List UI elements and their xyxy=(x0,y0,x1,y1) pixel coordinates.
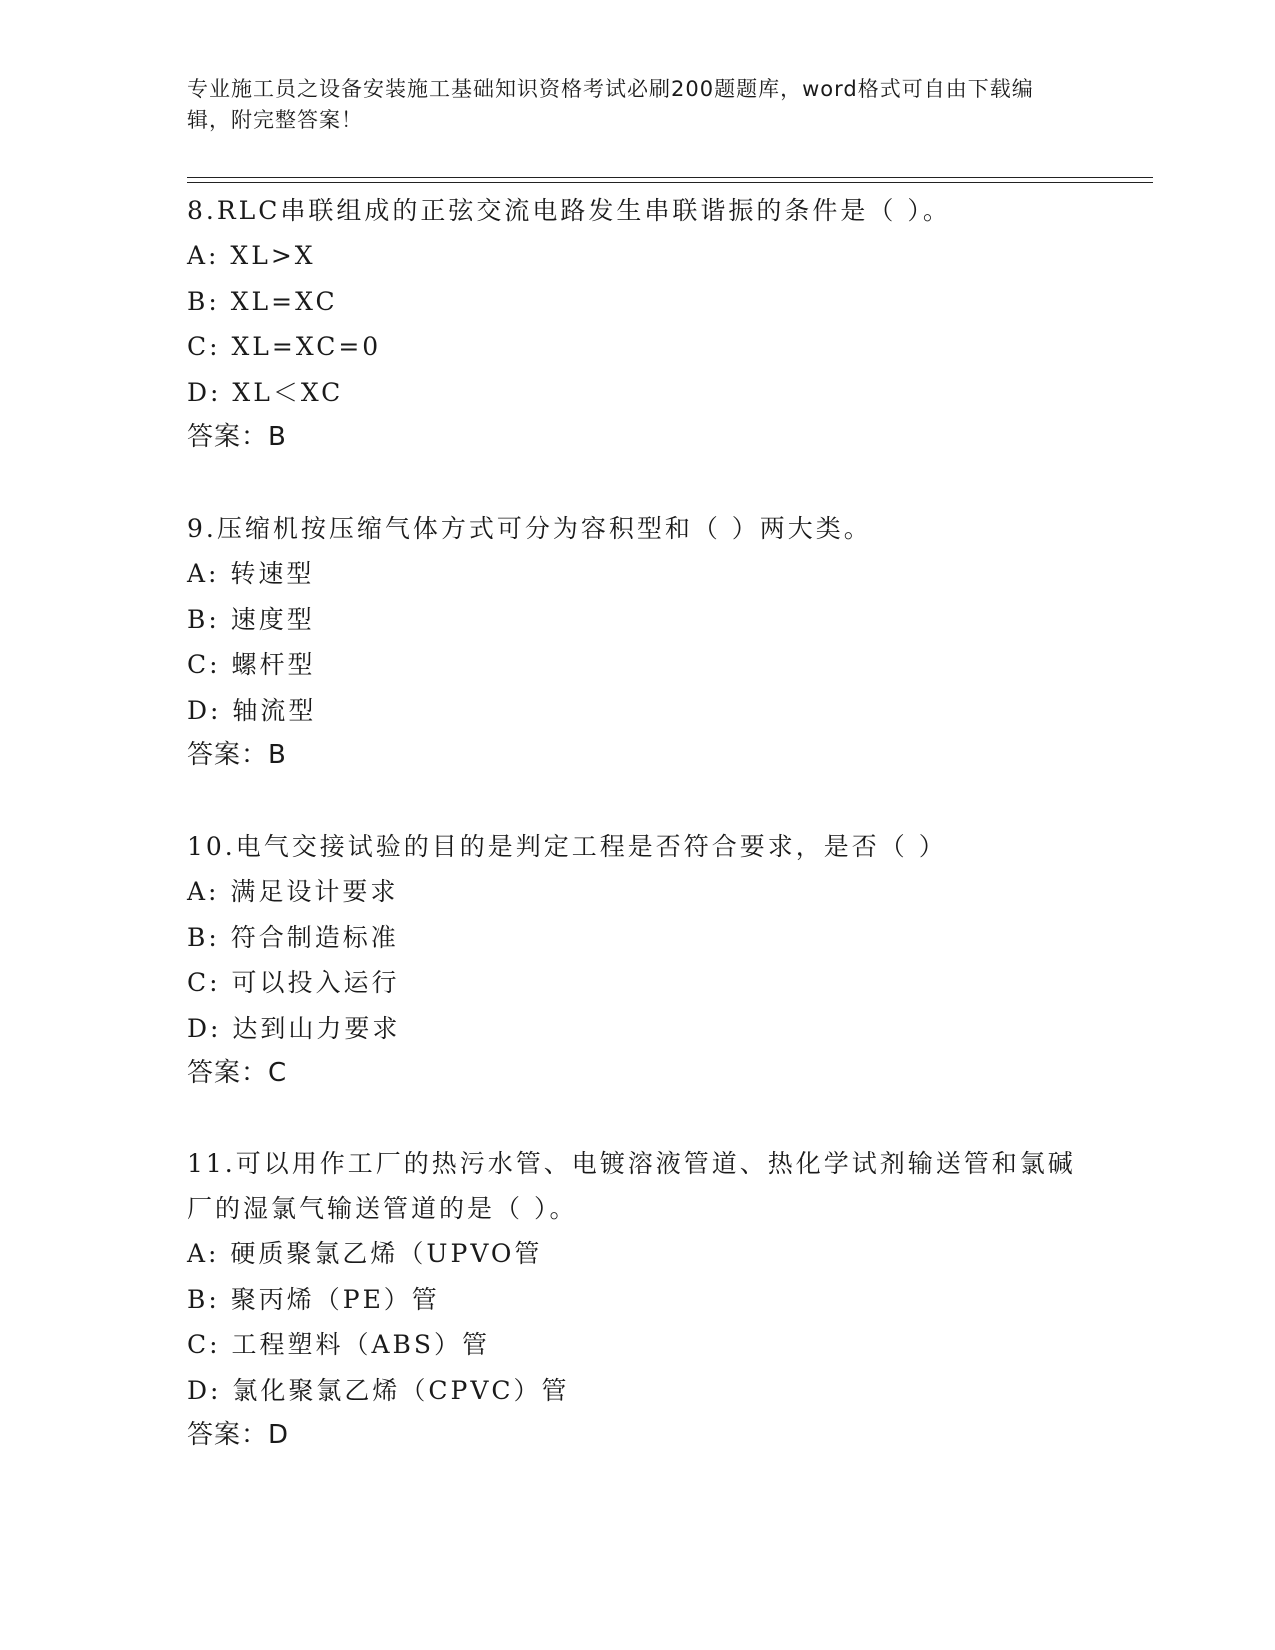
option-c: C: 可以投入运行 xyxy=(187,968,400,997)
option-d: D: 轴流型 xyxy=(187,695,317,725)
option-a: A: XL>X xyxy=(187,241,316,270)
question-stem: 10.电气交接试验的目的是判定工程是否符合要求，是否（ ） xyxy=(187,832,947,861)
option-a: A: 满足设计要求 xyxy=(187,877,399,906)
question-stem: 9.压缩机按压缩气体方式可分为容积型和（ ）两大类。 xyxy=(187,514,872,543)
question-10 xyxy=(187,824,1087,1096)
header-divider-top xyxy=(187,177,1153,178)
question-11 xyxy=(187,1141,1087,1458)
option-d: D: 达到山力要求 xyxy=(187,1013,401,1043)
option-d: D: 氯化聚氯乙烯（CPVC）管 xyxy=(187,1375,570,1405)
question-stem: 8.RLC串联组成的正弦交流电路发生串联谐振的条件是（ ）。 xyxy=(187,196,951,225)
question-stem: 11.可以用作工厂的热污水管、电镀溶液管道、热化学试剂输送管和氯碱厂的湿氯气输送管道的是（ ）。 xyxy=(187,1149,1076,1223)
option-c: C: 螺杆型 xyxy=(187,650,316,679)
option-a: A: 硬质聚氯乙烯（UPVO管 xyxy=(187,1239,543,1268)
answer: 答案：B xyxy=(187,740,287,770)
option-c: C: XL=XC=0 xyxy=(187,332,382,361)
document-header: 专业施工员之设备安装施工基础知识资格考试必刷200题题库，word格式可自由下载编辑，附完整答案！ xyxy=(187,77,1034,132)
answer: 答案：D xyxy=(187,1420,290,1450)
option-b: B: XL=XC xyxy=(187,286,338,316)
header-divider-bottom xyxy=(187,182,1153,183)
option-b: B: 速度型 xyxy=(187,604,315,634)
question-9 xyxy=(187,506,1087,778)
answer: 答案：C xyxy=(187,1058,288,1088)
question-8 xyxy=(187,188,1087,460)
option-b: B: 符合制造标准 xyxy=(187,922,399,952)
option-b: B: 聚丙烯（PE）管 xyxy=(187,1284,440,1314)
answer: 答案：B xyxy=(187,422,287,452)
option-a: A: 转速型 xyxy=(187,559,315,588)
option-d: D: XL＜XC xyxy=(187,377,344,407)
option-c: C: 工程塑料（ABS）管 xyxy=(187,1330,491,1359)
